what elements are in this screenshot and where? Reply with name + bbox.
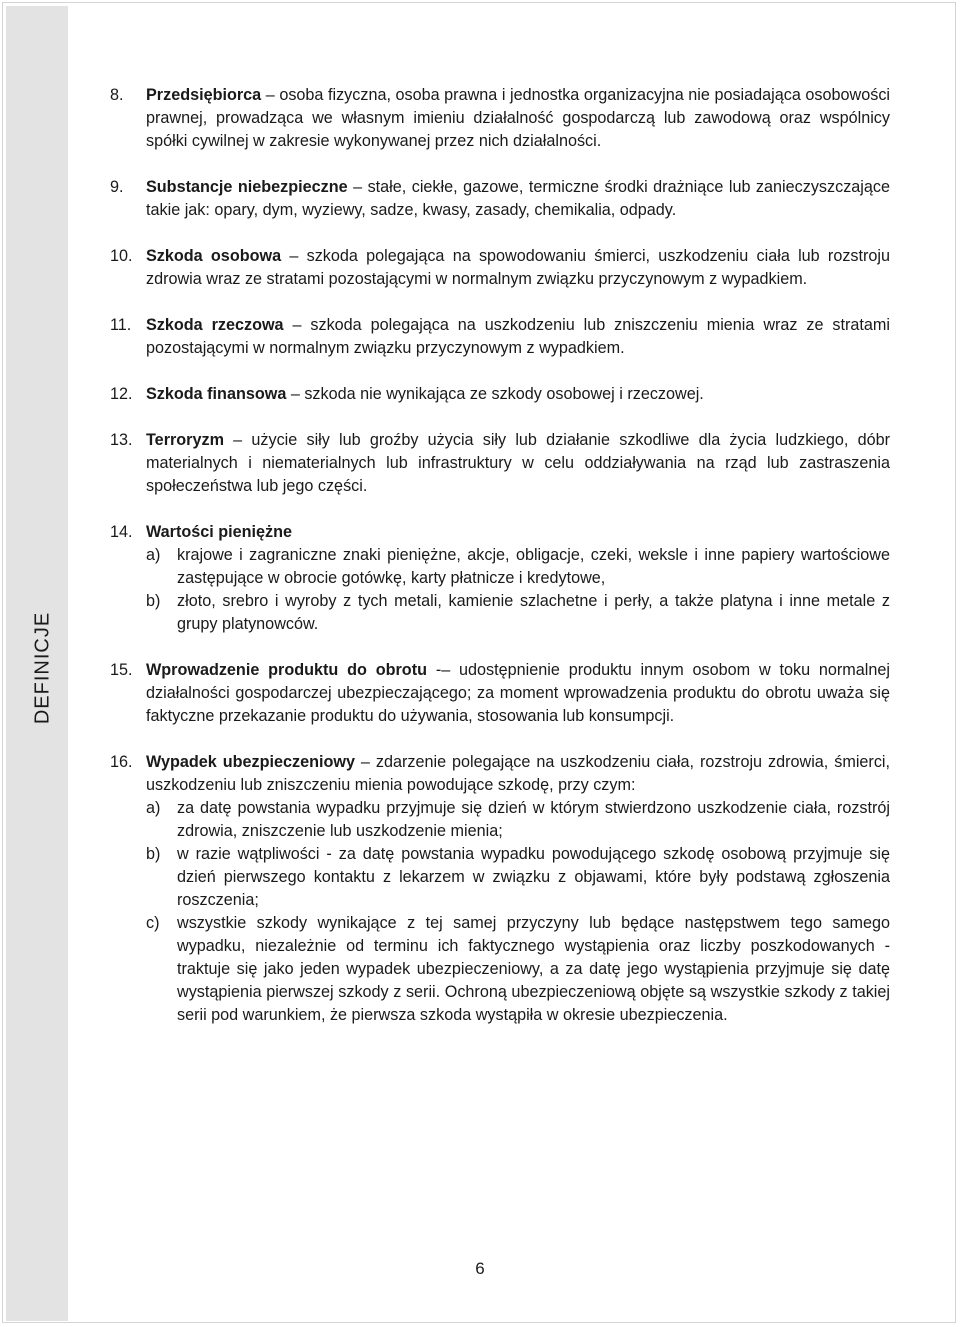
definition-item (110, 429, 890, 498)
definition-term: Szkoda rzeczowa (146, 316, 284, 334)
item-number: 14. (110, 523, 133, 541)
definition-item (110, 245, 890, 291)
definition-item (110, 84, 890, 153)
sub-item-letter: a) (146, 799, 161, 817)
sub-item-text: krajowe i zagraniczne znaki pieniężne, akcje, obligacje, czeki, weksle i inne papiery wartościowe zastępujące w obrocie gotówkę, karty płatnicze i kredytowe, (177, 546, 890, 587)
definition-text: użycie siły lub groźby użycia siły lub działanie szkodliwe dla życia ludzkiego, dóbr materialnych i niematerialnych lub infrastruktury w celu oddziaływania na rząd lub zastraszenia społeczeństwa lub jego części. (146, 431, 890, 495)
term-separator: -– (426, 661, 460, 679)
definition-item (110, 176, 890, 222)
definition-text: szkoda polegająca na spowodowaniu śmierci, uszkodzeniu ciała lub rozstroju zdrowia wraz ze stratami pozostającymi w normalnym związku przyczynowym z wypadkiem. (146, 247, 890, 288)
definition-item (110, 383, 890, 406)
sidebar (6, 6, 68, 1321)
sub-item-text: złoto, srebro i wyroby z tych metali, kamienie szlachetne i perły, a także platyna i inne metale z grupy platynowców. (177, 592, 890, 633)
sub-item-letter: a) (146, 546, 161, 564)
term-separator: – (223, 431, 252, 449)
sub-item (146, 843, 890, 912)
definition-term: Przedsiębiorca (146, 86, 262, 104)
item-number: 13. (110, 431, 133, 449)
sub-item (146, 544, 890, 590)
term-separator: – (286, 385, 305, 403)
sub-item-text: wszystkie szkody wynikające z tej samej przyczyny lub będące następstwem tego samego wypadku, niezależnie od terminu ich faktycznego wystąpienia oraz liczby poszkodowanych - traktuje się jako jeden wypadek ubezpieczeniowy, a za datę jego wystąpienia przyjmuje się datę wystąpienia pierwszej szkody z serii. Ochroną ubezpieczeniową objęte są wszystkie szkody z takiej serii pod warunkiem, że pierwsza szkoda wystąpiła w okresie ubezpieczenia. (177, 914, 890, 1024)
definition-term: Wartości pieniężne (146, 523, 293, 541)
definition-item (110, 314, 890, 360)
sub-item-text: w razie wątpliwości - za datę powstania wypadku powodującego szkodę osobową przyjmuje się dzień pierwszego kontaktu z lekarzem w związku z objawami, które były podstawą zgłoszenia roszczenia; (177, 845, 890, 909)
sub-item (146, 590, 890, 636)
definition-item (110, 751, 890, 1027)
section-label: DEFINICJE (31, 611, 54, 725)
item-number: 9. (110, 178, 124, 196)
sub-item-letter: b) (146, 592, 161, 610)
definition-text: stałe, ciekłe, gazowe, termiczne środki drażniące lub zanieczyszczające takie jak: opary, dym, wyziewy, sadze, kwasy, zasady, chemikalia, odpady. (146, 178, 890, 219)
page-number: 6 (475, 1259, 485, 1278)
item-number: 8. (110, 86, 124, 104)
definition-text: szkoda nie wynikająca ze szkody osobowej i rzeczowej. (304, 385, 704, 403)
term-separator: – (283, 316, 311, 334)
definitions-list (110, 84, 890, 1050)
term-separator: – (354, 753, 376, 771)
definition-term: Wypadek ubezpieczeniowy (146, 753, 355, 771)
definition-text: szkoda polegająca na uszkodzeniu lub zniszczeniu mienia wraz ze stratami pozostającymi w normalnym związku przyczynowym z wypadkiem. (146, 316, 890, 357)
definition-text: osoba fizyczna, osoba prawna i jednostka organizacyjna nie posiadająca osobowości prawnej, prowadząca we własnym imieniu działalność gospodarczą lub zawodową oraz wspólnicy spółki cywilnej w zakresie wykonywanej przez nich działalności. (146, 86, 891, 150)
definition-text: zdarzenie polegające na uszkodzeniu ciała, rozstroju zdrowia, śmierci, uszkodzeniu lub zniszczeniu mienia powodujące szkodę, przy czym: (146, 753, 891, 794)
sub-item-letter: c) (146, 914, 160, 932)
definition-item (110, 521, 890, 636)
definition-term: Substancje niebezpieczne (146, 178, 348, 196)
definition-term: Szkoda finansowa (146, 385, 287, 403)
definition-term: Szkoda osobowa (146, 247, 282, 265)
definition-term: Terroryzm (146, 431, 224, 449)
sub-item-text: za datę powstania wypadku przyjmuje się dzień w którym stwierdzono uszkodzenie ciała, rozstrój zdrowia, zniszczenie lub uszkodzenie mienia; (177, 799, 890, 840)
term-separator: – (347, 178, 368, 196)
sub-item (146, 912, 890, 1027)
item-number: 10. (110, 247, 133, 265)
definition-text: udostępnienie produktu innym osobom w toku normalnej działalności gospodarczej ubezpieczającego; za moment wprowadzenia produktu do obrotu uważa się faktyczne przekazanie produktu do używania, stosowania lub konsumpcji. (146, 661, 890, 725)
item-number: 12. (110, 385, 133, 403)
term-separator: – (261, 86, 280, 104)
item-number: 16. (110, 753, 133, 771)
item-number: 11. (110, 316, 132, 334)
sub-item-letter: b) (146, 845, 161, 863)
definition-item (110, 659, 890, 728)
sub-item (146, 797, 890, 843)
item-number: 15. (110, 661, 133, 679)
definition-term: Wprowadzenie produktu do obrotu (146, 661, 427, 679)
term-separator: – (281, 247, 307, 265)
